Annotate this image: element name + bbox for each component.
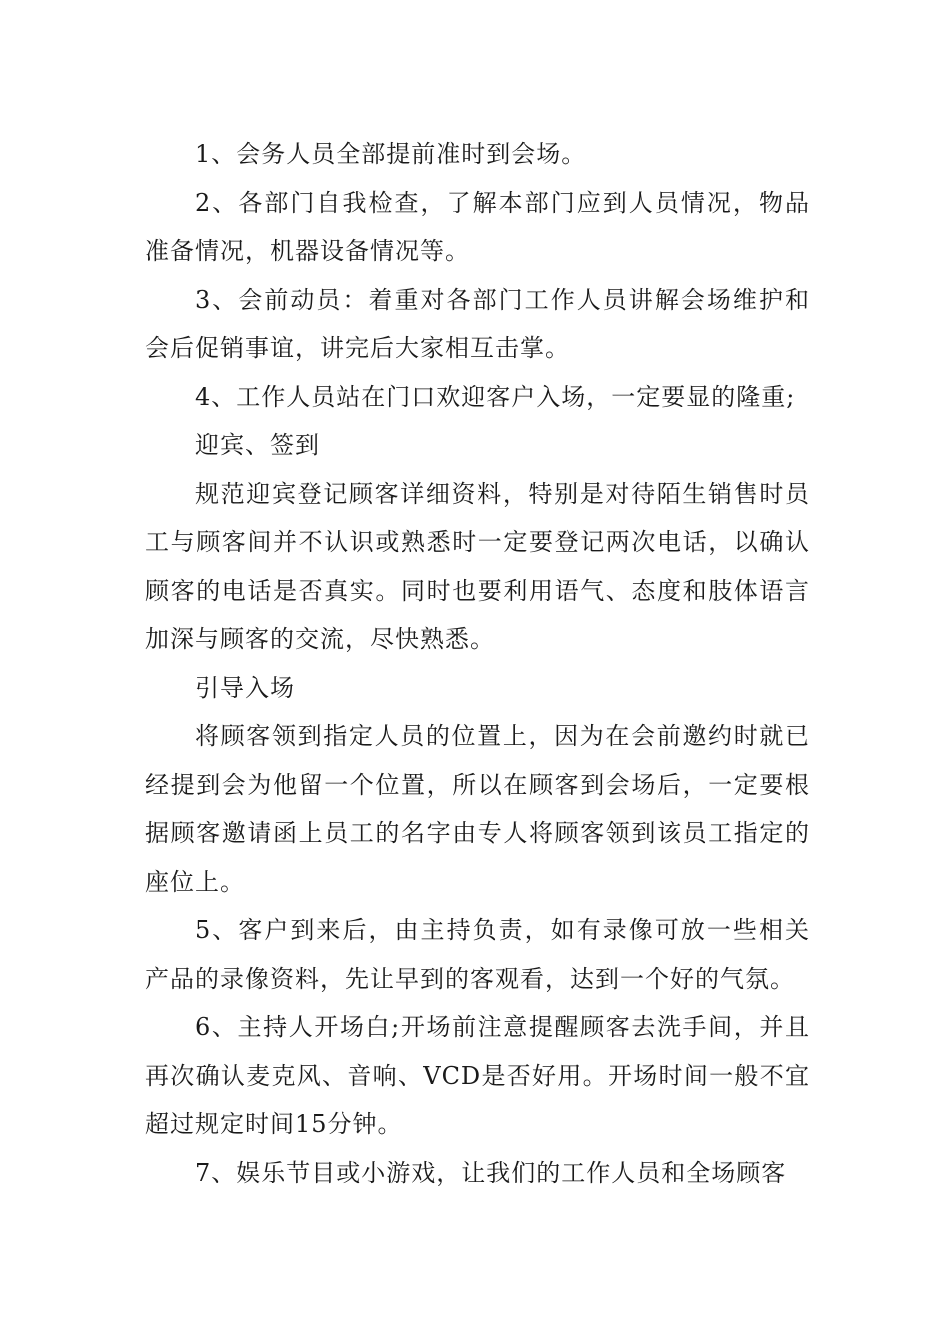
paragraph-step-2: 2、各部门自我检查，了解本部门应到人员情况，物品准备情况，机器设备情况等。 (145, 188, 810, 265)
paragraph-step-5: 5、客户到来后，由主持负责，如有录像可放一些相关产品的录像资料，先让早到的客观看，达到一个好的气氛。 (145, 916, 810, 993)
heading-guide-entry: 引导入场 (195, 673, 295, 702)
heading-welcome-signin: 迎宾、签到 (195, 431, 320, 459)
paragraph-step-1: 1、会务人员全部提前准时到会场。 (195, 140, 587, 168)
paragraph-step-3: 3、会前动员：着重对各部门工作人员讲解会场维护和会后促销事谊，讲完后大家相互击掌。 (145, 285, 810, 362)
paragraph-step-6: 6、主持人开场白;开场前注意提醒顾客去洗手间，并且再次确认麦克风、音响、VCD是否好用。开场时间一般不宜超过规定时间15分钟。 (145, 1013, 810, 1138)
paragraph-step-7: 7、娱乐节目或小游戏，让我们的工作人员和全场顾客 (195, 1158, 787, 1187)
document-body (145, 130, 810, 1197)
paragraph-welcome-signin: 规范迎宾登记顾客详细资料，特别是对待陌生销售时员工与顾客间并不认识或熟悉时一定要登记两次电话，以确认顾客的电话是否真实。同时也要利用语气、态度和肢体语言加深与顾客的交流，尽快熟悉。 (145, 479, 810, 653)
paragraph-step-4: 4、工作人员站在门口欢迎客户入场，一定要显的隆重; (195, 382, 796, 411)
paragraph-guide-entry: 将顾客领到指定人员的位置上，因为在会前邀约时就已经提到会为他留一个位置，所以在顾客到会场后，一定要根据顾客邀请函上员工的名字由专人将顾客领到该员工指定的座位上。 (145, 722, 810, 896)
